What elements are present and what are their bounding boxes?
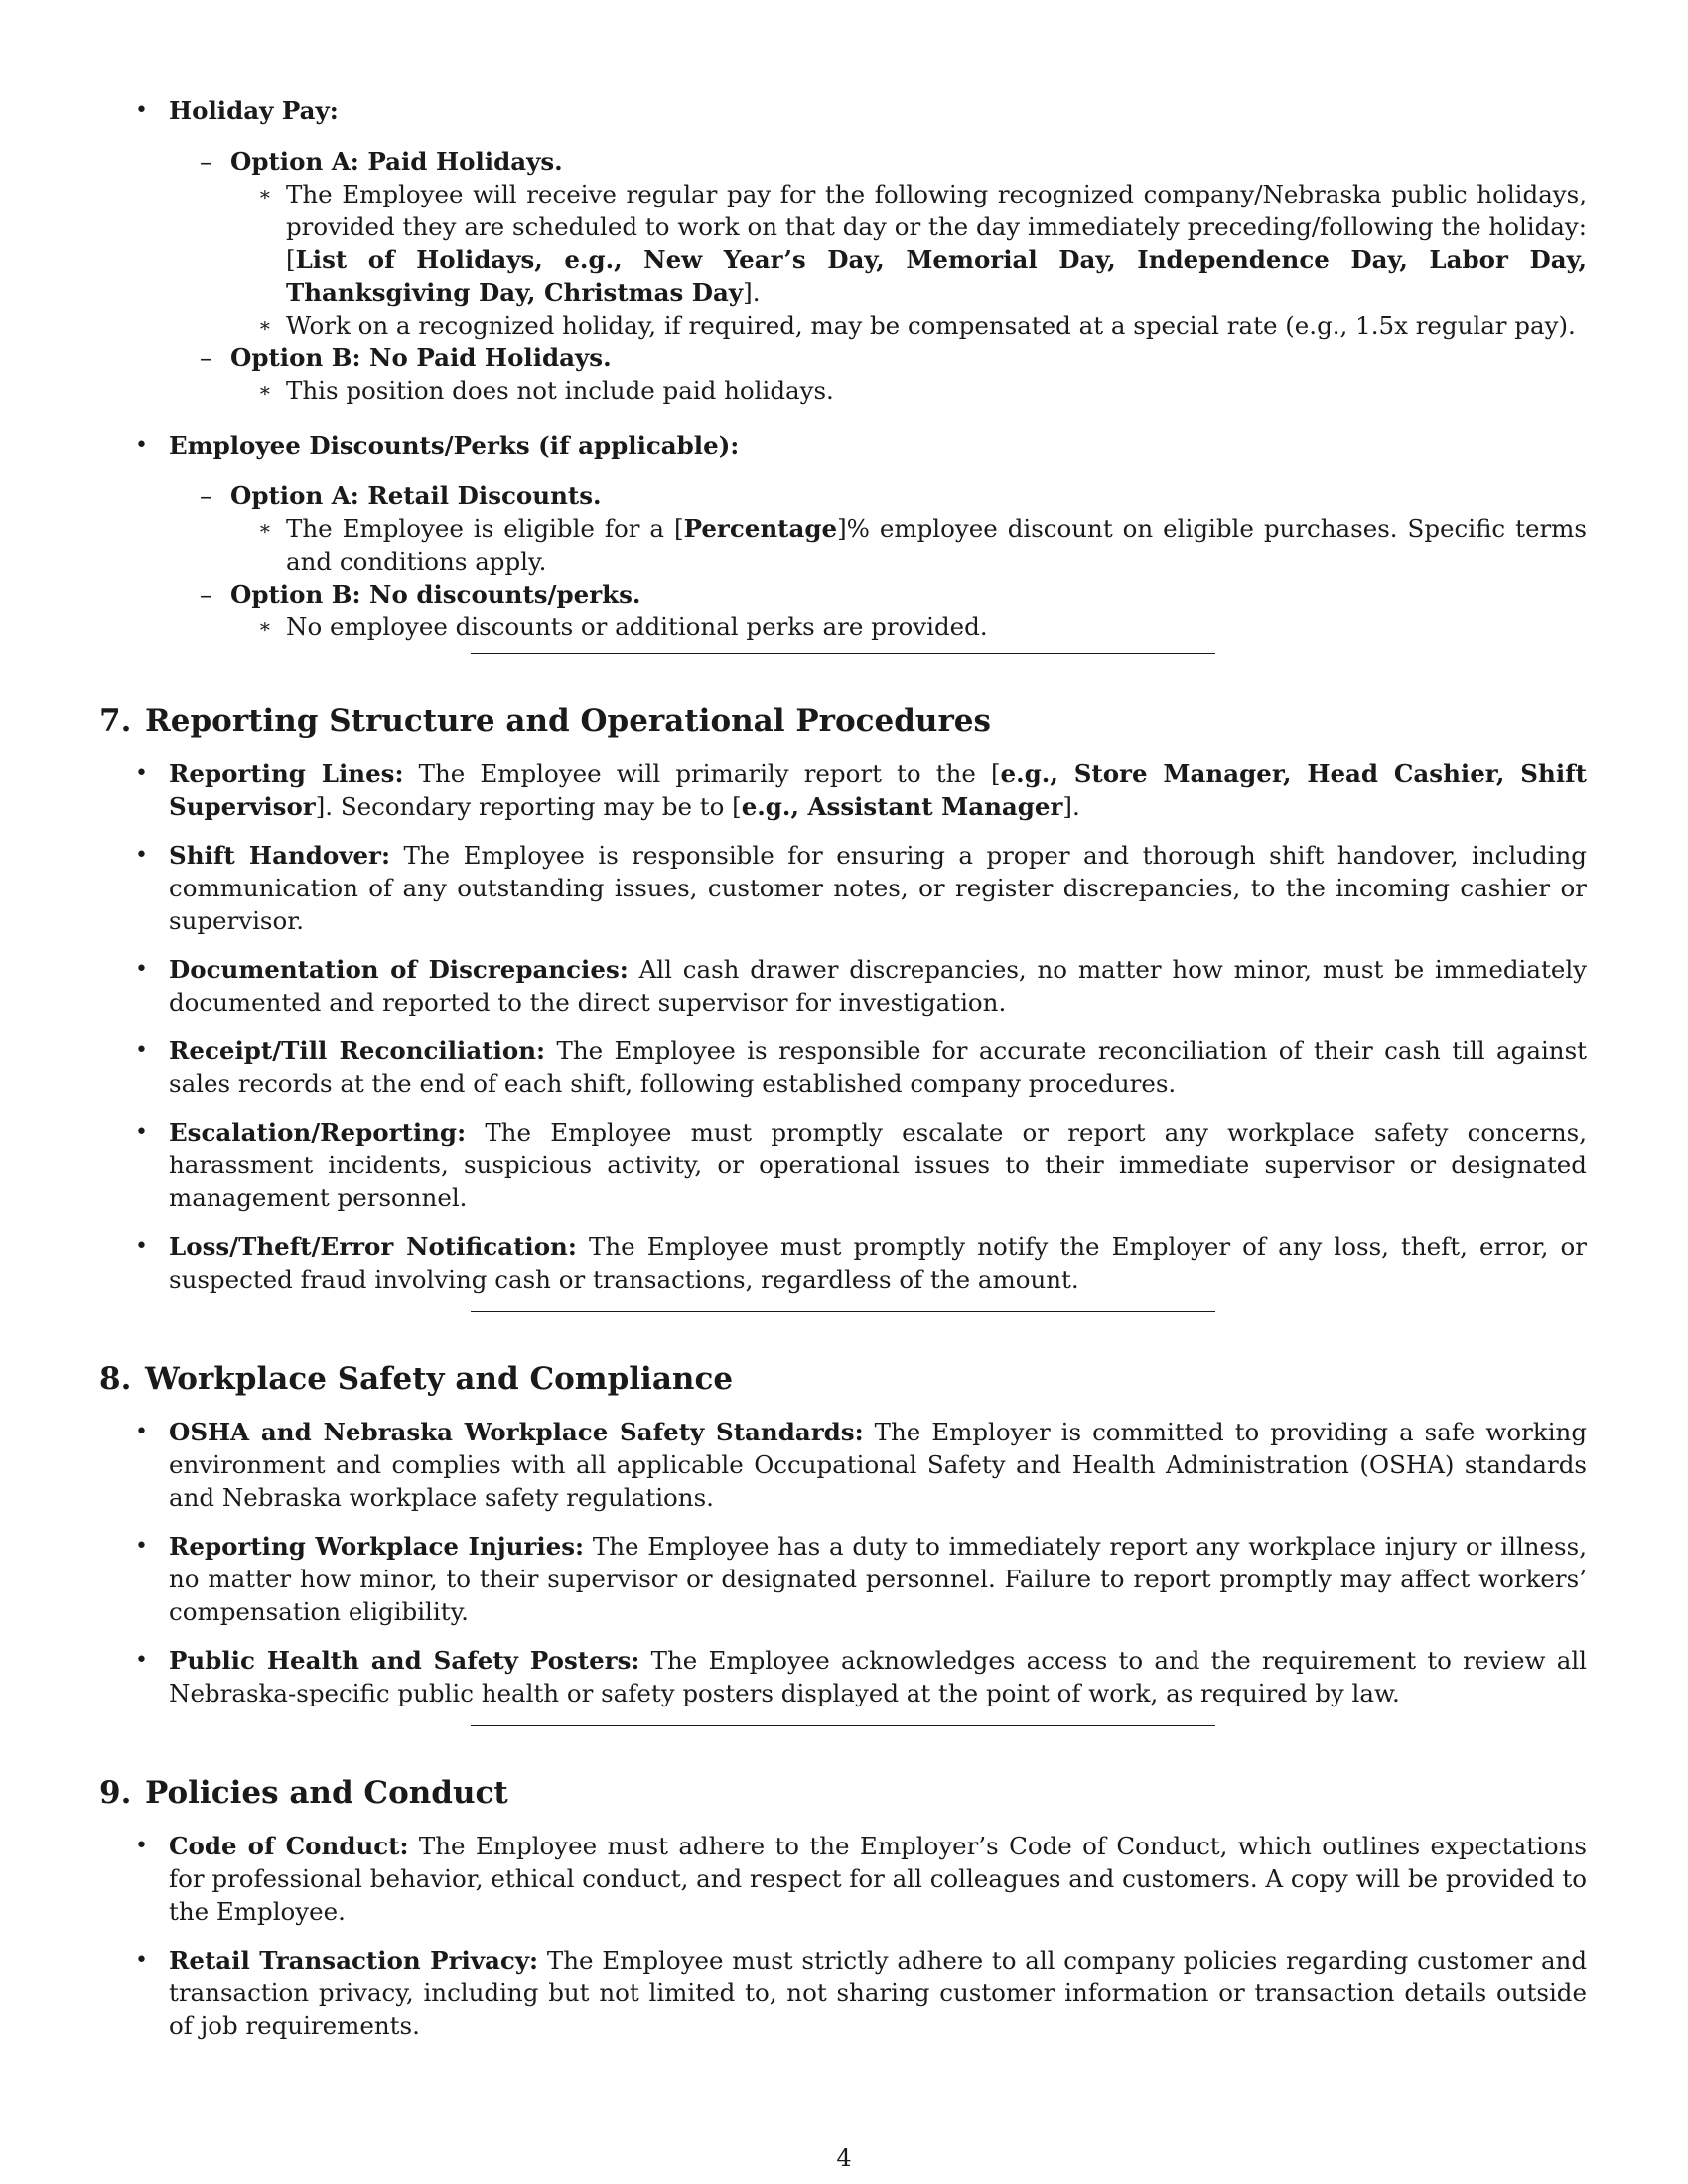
discounts-item — [99, 429, 1587, 643]
section-divider — [471, 653, 1215, 654]
holiday-pay-title: Holiday Pay: — [169, 96, 339, 125]
holiday-option-b-title: Option B: No Paid Holidays. — [230, 343, 612, 372]
list-item: • Receipt/Till Reconciliation: The Employee is responsible for accurate reconciliation of their cash till against sales records at the end of each shift, following established company procedures. — [99, 1034, 1587, 1100]
list-item: • Code of Conduct: The Employee must adhere to the Employer’s Code of Conduct, which outlines expectations for professional behavior, ethical conduct, and respect for all colleagues and customers. A copy will be provided to the Employee. — [99, 1830, 1587, 1928]
list-item: • OSHA and Nebraska Workplace Safety Standards: The Employer is committed to providing a safe working environment and complies with all applicable Occupational Safety and Health Administration (OSHA) standards and Nebraska workplace safety regulations. — [99, 1416, 1587, 1514]
discount-option-a — [169, 479, 1587, 578]
discount-option-a-item-1: ∗ The Employee is eligible for a [Percentage]% employee discount on eligible purchases. Specific terms and conditions apply. — [230, 512, 1587, 578]
section-8-heading: 8. Workplace Safety and Compliance — [99, 1361, 734, 1397]
list-item: • Reporting Workplace Injuries: The Employee has a duty to immediately report any workplace injury or illness, no matter how minor, to their supervisor or designated personnel. Failure to report promptly may affect workers’ compensation eligibility. — [99, 1530, 1587, 1628]
section-7-list — [99, 757, 1587, 1296]
list-item: • Public Health and Safety Posters: The Employee acknowledges access to and the requirement to review all Nebraska-specific public health or safety posters displayed at the point of work, as required by law. — [99, 1644, 1587, 1709]
holiday-pay-item — [99, 94, 1587, 407]
list-item: • Shift Handover: The Employee is responsible for ensuring a proper and thorough shift handover, including communication of any outstanding issues, customer notes, or register discrepancies, to the incoming cashier or supervisor. — [99, 839, 1587, 937]
holiday-option-b-item-1: ∗ This position does not include paid holidays. — [230, 374, 1587, 407]
list-item: • Retail Transaction Privacy: The Employee must strictly adhere to all company policies regarding customer and transaction privacy, including but not limited to, not sharing customer information or transaction details outside of job requirements. — [99, 1944, 1587, 2042]
section-8-list — [99, 1416, 1587, 1709]
holiday-option-a-item-2: ∗ Work on a recognized holiday, if required, may be compensated at a special rate (e.g., 1.5x regular pay). — [230, 309, 1587, 341]
holiday-option-b — [169, 341, 1587, 407]
discount-option-a-title: Option A: Retail Discounts. — [230, 481, 602, 510]
discounts-title: Employee Discounts/Perks (if applicable): — [169, 431, 740, 460]
discount-option-b-item-1: ∗ No employee discounts or additional perks are provided. — [230, 611, 1587, 643]
benefits-list — [99, 94, 1587, 643]
section-divider — [471, 1725, 1215, 1726]
holiday-option-a-item-1: ∗ The Employee will receive regular pay for the following recognized company/Nebraska public holidays, provided they are scheduled to work on that day or the day immediately preceding/following the holiday: [List of Holidays, e.g., New Year’s Day, Memorial Day, Independence Day, Labor Day, Thanksgiving Day, Christmas Day]. — [230, 178, 1587, 309]
holiday-option-a-title: Option A: Paid Holidays. — [230, 147, 563, 176]
list-item: • Loss/Theft/Error Notification: The Employee must promptly notify the Employer of any loss, theft, error, or suspected fraud involving cash or transactions, regardless of the amount. — [99, 1230, 1587, 1296]
page-number: 4 — [836, 2144, 852, 2172]
list-item: • Escalation/Reporting: The Employee must promptly escalate or report any workplace safety concerns, harassment incidents, suspicious activity, or operational issues to their immediate supervisor or designated management personnel. — [99, 1116, 1587, 1214]
discount-option-b — [169, 578, 1587, 643]
holiday-options — [169, 145, 1587, 407]
section-7-heading: 7. Reporting Structure and Operational Procedures — [99, 703, 991, 739]
holiday-option-a — [169, 145, 1587, 341]
list-item: • Reporting Lines: The Employee will primarily report to the [e.g., Store Manager, Head Cashier, Shift Supervisor]. Secondary reporting may be to [e.g., Assistant Manager]. — [99, 757, 1587, 823]
discount-option-b-title: Option B: No discounts/perks. — [230, 580, 641, 609]
section-9-heading: 9. Policies and Conduct — [99, 1775, 508, 1811]
document-page — [99, 94, 1587, 2058]
section-9-list — [99, 1830, 1587, 2042]
discount-options — [169, 479, 1587, 643]
list-item: • Documentation of Discrepancies: All cash drawer discrepancies, no matter how minor, must be immediately documented and reported to the direct supervisor for investigation. — [99, 953, 1587, 1019]
section-divider — [471, 1311, 1215, 1312]
